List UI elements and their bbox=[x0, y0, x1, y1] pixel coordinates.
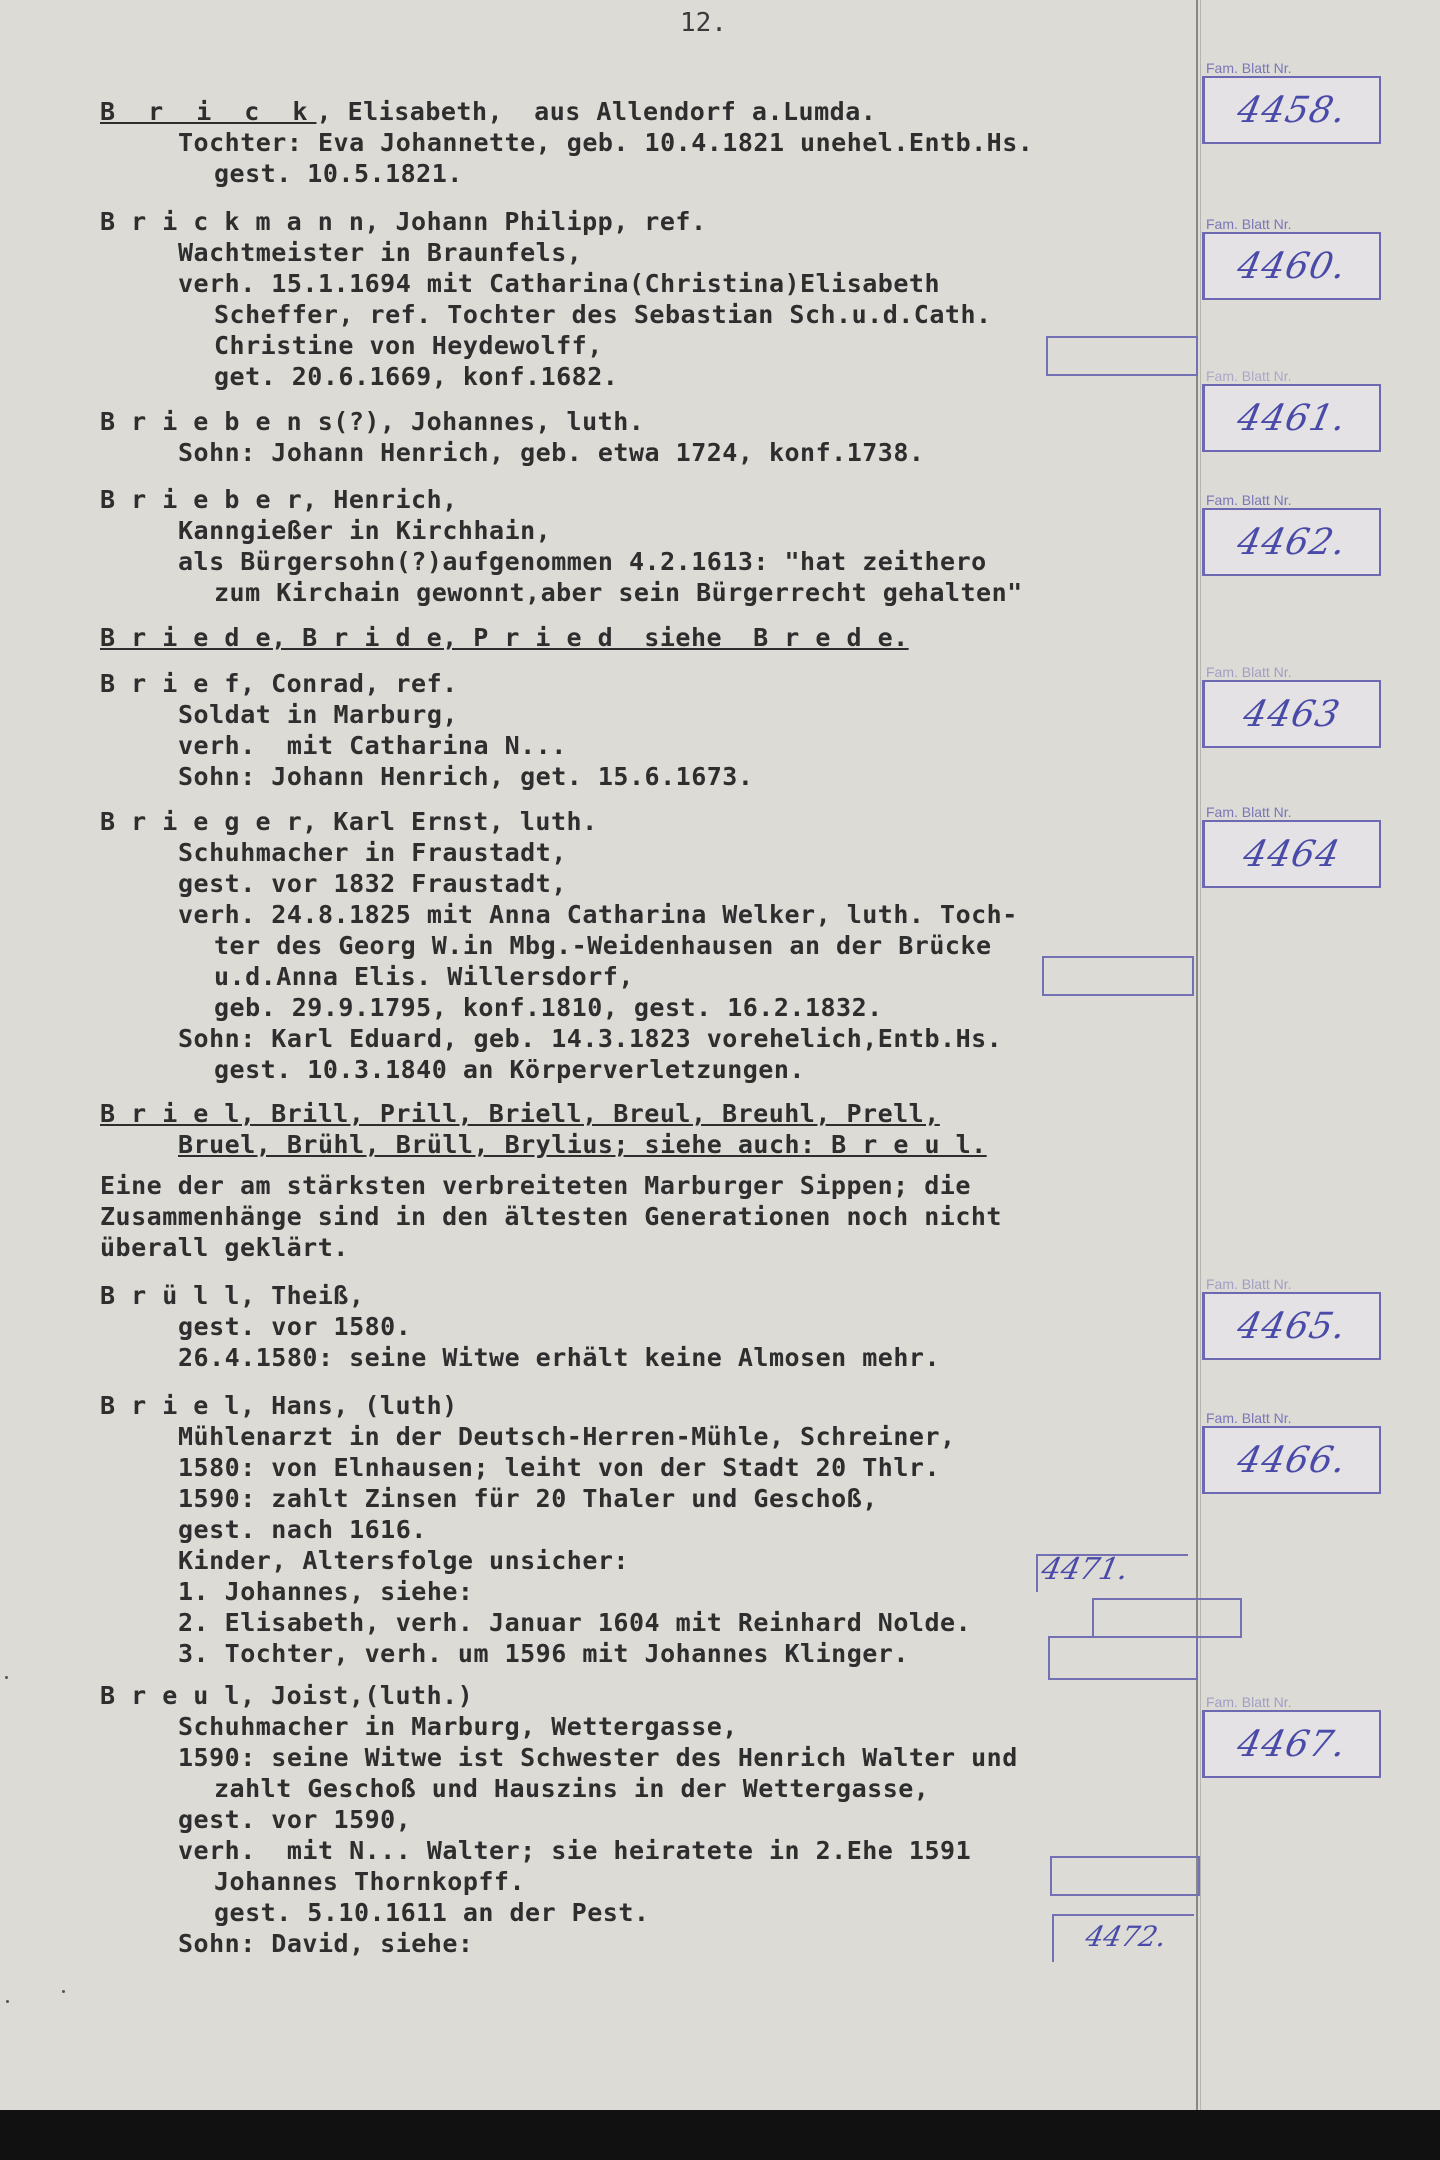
entry-line: Christine von Heydewolff, bbox=[214, 331, 603, 360]
fam-blatt-label: Fam. Blatt Nr. bbox=[1206, 1694, 1292, 1710]
fam-blatt-stamp bbox=[1202, 1276, 1382, 1360]
entry-brief bbox=[100, 668, 1200, 792]
fam-blatt-stamp bbox=[1202, 804, 1382, 888]
entry-line: Mühlenarzt in der Deutsch-Herren-Mühle, Schreiner, bbox=[178, 1422, 956, 1451]
entry-briel-hans bbox=[100, 1390, 1200, 1669]
entry-heading: B r i e b e n s(?), Johannes, luth. bbox=[100, 407, 645, 436]
entry-briel-variants bbox=[100, 1098, 1200, 1160]
entry-line: Schuhmacher in Marburg, Wettergasse, bbox=[178, 1712, 738, 1741]
entry-line: Sohn: Karl Eduard, geb. 14.3.1823 vorehelich,Entb.Hs. bbox=[178, 1024, 1003, 1053]
entry-line: 3. Tochter, verh. um 1596 mit Johannes Klinger. bbox=[178, 1639, 909, 1668]
entry-line: Sohn: David, siehe: bbox=[178, 1929, 474, 1958]
fam-blatt-number: 4462. bbox=[1233, 521, 1351, 563]
fam-blatt-stamp bbox=[1202, 492, 1382, 576]
entry-line: Eine der am stärksten verbreiteten Marburger Sippen; die bbox=[100, 1171, 971, 1200]
fam-blatt-stamp bbox=[1202, 1410, 1382, 1494]
empty-ref-box bbox=[1092, 1598, 1242, 1638]
entry-line: Kinder, Altersfolge unsicher: bbox=[178, 1546, 629, 1575]
entry-line: , Elisabeth, aus Allendorf a.Lumda. bbox=[316, 97, 877, 126]
entry-line: Scheffer, ref. Tochter des Sebastian Sch.u.d.Cath. bbox=[214, 300, 992, 329]
entry-heading: B r e u l, Joist,(luth.) bbox=[100, 1681, 474, 1710]
entry-line: Kanngießer in Kirchhain, bbox=[178, 516, 552, 545]
entry-line: ter des Georg W.in Mbg.-Weidenhausen an der Brücke bbox=[214, 931, 992, 960]
entry-line: Wachtmeister in Braunfels, bbox=[178, 238, 583, 267]
fam-blatt-box bbox=[1202, 1292, 1381, 1360]
fam-blatt-box bbox=[1202, 384, 1381, 452]
entry-line: Sohn: Johann Henrich, geb. etwa 1724, konf.1738. bbox=[178, 438, 925, 467]
entry-line: verh. mit Catharina N... bbox=[178, 731, 567, 760]
empty-ref-box bbox=[1046, 336, 1198, 376]
entry-line: gest. vor 1832 Fraustadt, bbox=[178, 869, 567, 898]
entry-brieger bbox=[100, 806, 1200, 1085]
entry-brieber bbox=[100, 484, 1200, 608]
entry-heading: B r i c k m a n n, Johann Philipp, ref. bbox=[100, 207, 707, 236]
fam-blatt-label: Fam. Blatt Nr. bbox=[1206, 1410, 1292, 1426]
scan-speck bbox=[62, 1990, 65, 1993]
empty-ref-box bbox=[1048, 1636, 1198, 1680]
entry-line: gest. vor 1590, bbox=[178, 1805, 412, 1834]
entry-line: 1590: zahlt Zinsen für 20 Thaler und Geschoß, bbox=[178, 1484, 878, 1513]
entry-line: 2. Elisabeth, verh. Januar 1604 mit Reinhard Nolde. bbox=[178, 1608, 972, 1637]
entry-breul-joist bbox=[100, 1680, 1200, 1959]
empty-ref-box bbox=[1042, 956, 1194, 996]
fam-blatt-label: Fam. Blatt Nr. bbox=[1206, 492, 1292, 508]
surname: B r i c k bbox=[100, 97, 317, 126]
entry-heading: B r i e g e r, Karl Ernst, luth. bbox=[100, 807, 598, 836]
fam-blatt-label: Fam. Blatt Nr. bbox=[1206, 1276, 1292, 1292]
page-number: 12. bbox=[680, 8, 727, 38]
scan-speck bbox=[5, 1676, 8, 1679]
fam-blatt-number: 4467. bbox=[1233, 1723, 1351, 1765]
entry-line: verh. 15.1.1694 mit Catharina(Christina)Elisabeth bbox=[178, 269, 941, 298]
fam-blatt-box bbox=[1202, 508, 1381, 576]
entry-line: geb. 29.9.1795, konf.1810, gest. 16.2.1832. bbox=[214, 993, 883, 1022]
fam-blatt-number: 4464 bbox=[1239, 833, 1345, 875]
entry-heading: B r i e f, Conrad, ref. bbox=[100, 669, 458, 698]
entry-heading: B r i e l, Brill, Prill, Briell, Breul, Breuhl, Prell, bbox=[100, 1099, 940, 1128]
fam-blatt-number: 4466. bbox=[1233, 1439, 1351, 1481]
entry-bruell bbox=[100, 1280, 1200, 1373]
entry-briebens bbox=[100, 406, 1200, 468]
entry-line: 1590: seine Witwe ist Schwester des Henrich Walter und bbox=[178, 1743, 1018, 1772]
entry-line: get. 20.6.1669, konf.1682. bbox=[214, 362, 619, 391]
entry-line: Sohn: Johann Henrich, get. 15.6.1673. bbox=[178, 762, 754, 791]
entry-heading: B r i e l, Hans, (luth) bbox=[100, 1391, 458, 1420]
entry-line: gest. vor 1580. bbox=[178, 1312, 412, 1341]
entry-line: 1580: von Elnhausen; leiht von der Stadt 20 Thlr. bbox=[178, 1453, 941, 1482]
fam-blatt-number: 4461. bbox=[1233, 397, 1351, 439]
fam-blatt-number: 4465. bbox=[1233, 1305, 1351, 1347]
entry-line: 1. Johannes, siehe: bbox=[178, 1577, 474, 1606]
fam-blatt-label: Fam. Blatt Nr. bbox=[1206, 664, 1292, 680]
entry-heading: B r ü l l, Theiß, bbox=[100, 1281, 365, 1310]
entry-line: Bruel, Brühl, Brüll, Brylius; siehe auch: B r e u l. bbox=[178, 1130, 987, 1159]
entry-line: u.d.Anna Elis. Willersdorf, bbox=[214, 962, 634, 991]
entry-line: Zusammenhänge sind in den ältesten Generationen noch nicht bbox=[100, 1202, 1002, 1231]
ref-number: 4472. bbox=[1082, 1920, 1170, 1953]
fam-blatt-stamp bbox=[1202, 664, 1382, 748]
entry-briede bbox=[100, 622, 1200, 653]
fam-blatt-label: Fam. Blatt Nr. bbox=[1206, 216, 1292, 232]
entry-line: verh. 24.8.1825 mit Anna Catharina Welker, luth. Toch- bbox=[178, 900, 1018, 929]
entry-heading: B r i e d e, B r i d e, P r i e d siehe B r e d e. bbox=[100, 623, 909, 652]
ref-number: 4471. bbox=[1038, 1552, 1132, 1587]
entry-line: überall geklärt. bbox=[100, 1233, 349, 1262]
scan-bottom-edge bbox=[0, 2110, 1440, 2160]
fam-blatt-label: Fam. Blatt Nr. bbox=[1206, 60, 1292, 76]
fam-blatt-box bbox=[1202, 1426, 1381, 1494]
fam-blatt-box bbox=[1202, 1710, 1381, 1778]
fam-blatt-box bbox=[1202, 76, 1381, 144]
entry-brick bbox=[100, 96, 1200, 189]
entry-line: als Bürgersohn(?)aufgenommen 4.2.1613: "hat zeithero bbox=[178, 547, 987, 576]
fam-blatt-label: Fam. Blatt Nr. bbox=[1206, 368, 1292, 384]
fam-blatt-stamp bbox=[1202, 60, 1382, 144]
fam-blatt-number: 4458. bbox=[1233, 89, 1351, 131]
empty-ref-box bbox=[1050, 1856, 1200, 1896]
fam-blatt-stamp bbox=[1202, 216, 1382, 300]
fam-blatt-stamp bbox=[1202, 1694, 1382, 1778]
entry-line: gest. 10.5.1821. bbox=[214, 159, 463, 188]
entry-line: gest. nach 1616. bbox=[178, 1515, 427, 1544]
fam-blatt-box bbox=[1202, 232, 1381, 300]
fam-blatt-box bbox=[1202, 680, 1381, 748]
fam-blatt-stamp bbox=[1202, 368, 1382, 452]
entry-heading: B r i e b e r, Henrich, bbox=[100, 485, 458, 514]
scan-speck bbox=[6, 2000, 9, 2003]
fam-blatt-number: 4463 bbox=[1239, 693, 1345, 735]
margin-rule-secondary bbox=[1200, 0, 1201, 2110]
fam-blatt-box bbox=[1202, 820, 1381, 888]
entry-line: 26.4.1580: seine Witwe erhält keine Almosen mehr. bbox=[178, 1343, 941, 1372]
entry-line: Soldat in Marburg, bbox=[178, 700, 458, 729]
entry-line: Tochter: Eva Johannette, geb. 10.4.1821 unehel.Entb.Hs. bbox=[178, 128, 1034, 157]
entry-line: zum Kirchain gewonnt,aber sein Bürgerrecht gehalten" bbox=[214, 578, 1023, 607]
entry-line: gest. 5.10.1611 an der Pest. bbox=[214, 1898, 650, 1927]
fam-blatt-label: Fam. Blatt Nr. bbox=[1206, 804, 1292, 820]
entry-line: Schuhmacher in Fraustadt, bbox=[178, 838, 567, 867]
entry-line: gest. 10.3.1840 an Körperverletzungen. bbox=[214, 1055, 805, 1084]
fam-blatt-number: 4460. bbox=[1233, 245, 1351, 287]
entry-line: zahlt Geschoß und Hauszins in der Wettergasse, bbox=[214, 1774, 930, 1803]
entry-line: verh. mit N... Walter; sie heiratete in 2.Ehe 1591 bbox=[178, 1836, 972, 1865]
entry-brickmann bbox=[100, 206, 1200, 392]
entry-note bbox=[100, 1170, 1200, 1263]
entry-line: Johannes Thornkopff. bbox=[214, 1867, 526, 1896]
